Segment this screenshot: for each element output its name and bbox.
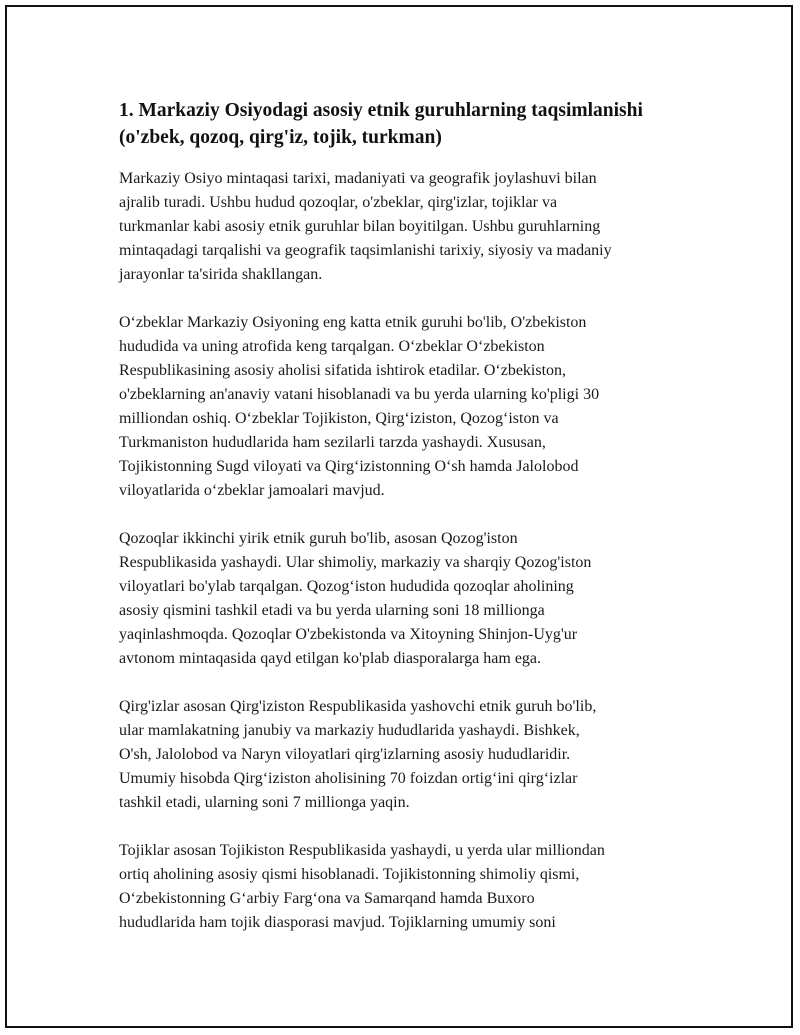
paragraph-intro: Markaziy Osiyo mintaqasi tarixi, madaniyati va geografik joylashuvi bilan ajralib turadi. Ushbu hudud qozoqlar, o'zbeklar, qirg'izlar, tojiklar va turkmanlar kabi asosiy etnik guruhlar bilan boyitilgan. Ushbu guruhlarning mintaqadagi tarqalishi va geografik taqsimlanishi tarixiy, siyosiy va madaniy jarayonlar ta'sirida shakllangan. bbox=[119, 170, 612, 283]
document-body bbox=[119, 97, 695, 959]
paragraph-uzbeks: O‘zbeklar Markaziy Osiyoning eng katta etnik guruhi bo'lib, O'zbekiston hududida va uning atrofida keng tarqalgan. O‘zbeklar O‘zbekiston Respublikasining asosiy aholisi sifatida ishtirok etadilar. O‘zbekiston, o'zbeklarning an'anaviy vatani hisoblanadi va bu yerda ularning ko'pligi 30 milliondan oshiq. O‘zbeklar Tojikiston, Qirg‘iziston, Qozog‘iston va Turkmaniston hududlarida ham sezilarli tarzda yashaydi. Xususan, Tojikistonning Sugd viloyati va Qirg‘izistonning O‘sh hamda Jalolobod viloyatlarida o‘zbeklar jamoalari mavjud. bbox=[119, 314, 600, 499]
paragraph-kazakhs: Qozoqlar ikkinchi yirik etnik guruh bo'lib, asosan Qozog'iston Respublikasida yashaydi. Ular shimoliy, markaziy va sharqiy Qozog'iston viloyatlari bo'ylab tarqalgan. Qozog‘iston hududida qozoqlar aholining asosiy qismini tashkil etadi va bu yerda ularning soni 18 millionga yaqinlashmoqda. Qozoqlar O'zbekistonda va Xitoyning Shinjon-Uyg'ur avtonom mintaqasida qayd etilgan ko'plab diasporalarga ham ega. bbox=[119, 530, 592, 667]
paragraph-kyrgyz: Qirg'izlar asosan Qirg'iziston Respublikasida yashovchi etnik guruh bo'lib, ular mamlakatning janubiy va markaziy hududlarida yashaydi. Bishkek, O'sh, Jalolobod va Naryn viloyatlari qirg'izlarning asosiy hududlaridir. Umumiy hisobda Qirg‘iziston aholisining 70 foizdan ortig‘ini qirg‘izlar tashkil etadi, ularning soni 7 millionga yaqin. bbox=[119, 698, 597, 811]
page-frame bbox=[5, 5, 793, 1028]
document-title: 1. Markaziy Osiyodagi asosiy etnik guruhlarning taqsimlanishi (o'zbek, qozoq, qirg'iz, tojik, turkman) bbox=[119, 100, 643, 148]
paragraph-tajiks: Tojiklar asosan Tojikiston Respublikasida yashaydi, u yerda ular milliondan ortiq aholining asosiy qismi hisoblanadi. Tojikistonning shimoliy qismi, O‘zbekistonning G‘arbiy Farg‘ona va Samarqand hamda Buxoro hududlarida ham tojik diasporasi mavjud. Tojiklarning umumiy soni bbox=[119, 842, 605, 931]
